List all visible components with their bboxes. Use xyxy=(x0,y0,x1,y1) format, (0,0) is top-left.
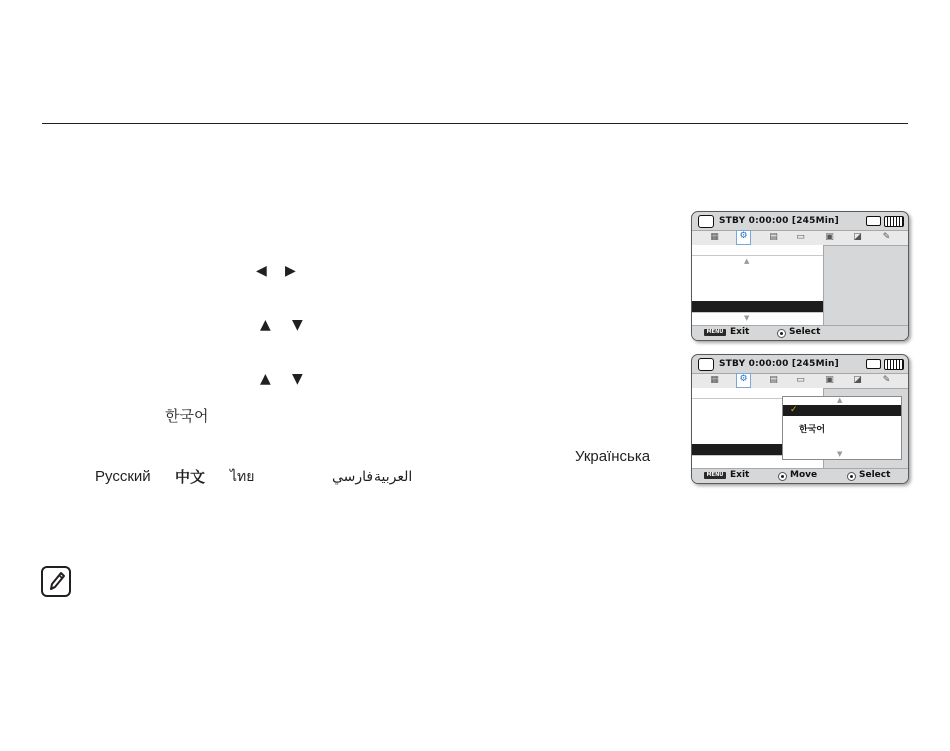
status-text: STBY 0:00:00 [245Min] xyxy=(719,359,839,369)
battery-icon xyxy=(884,359,904,370)
tab-grid-icon[interactable]: ▦ xyxy=(710,375,719,385)
up-arrow-icon: ▲ xyxy=(260,317,271,333)
select-label[interactable]: Select xyxy=(789,327,821,337)
exit-label[interactable]: Exit xyxy=(730,470,750,480)
select-label[interactable]: Select xyxy=(859,470,891,480)
settings-menu-list xyxy=(692,245,824,325)
tab-tools-icon[interactable]: ✎ xyxy=(882,375,891,385)
joystick-icon xyxy=(847,472,856,481)
tab-scene-icon[interactable]: ▤ xyxy=(769,375,778,385)
tab-settings-icon[interactable]: ⚙ xyxy=(736,230,751,245)
language-chinese: 中文 xyxy=(175,468,206,486)
tab-tools-icon[interactable]: ✎ xyxy=(882,232,891,242)
language-thai: ไทย xyxy=(230,469,255,485)
tab-quality-icon[interactable]: ▣ xyxy=(825,232,834,242)
tab-grid-icon[interactable]: ▦ xyxy=(710,232,719,242)
status-bar xyxy=(692,212,908,230)
tab-quality-icon[interactable]: ▣ xyxy=(825,375,834,385)
tape-icon xyxy=(866,216,881,226)
up-arrow-icon-2: ▲ xyxy=(260,371,271,387)
down-arrow-icon-2: ▼ xyxy=(292,371,303,387)
joystick-move-icon xyxy=(778,472,787,481)
joystick-icon xyxy=(777,329,786,338)
exit-label[interactable]: Exit xyxy=(730,327,750,337)
scroll-up-icon[interactable]: ▲ xyxy=(744,257,750,265)
language-popup xyxy=(782,396,902,460)
camera-mode-icon xyxy=(698,215,714,228)
lcd-screen-settings xyxy=(691,211,909,341)
note-pencil-icon xyxy=(41,566,71,597)
tab-settings-icon[interactable]: ⚙ xyxy=(736,373,751,388)
lcd-footer xyxy=(692,325,908,340)
tab-image-icon[interactable]: ◪ xyxy=(853,232,862,242)
status-bar xyxy=(692,355,908,373)
camera-mode-icon xyxy=(698,358,714,371)
down-arrow-icon: ▼ xyxy=(292,317,303,333)
tab-display-icon[interactable]: ▭ xyxy=(796,232,805,242)
lcd-screen-language xyxy=(691,354,909,484)
tape-icon xyxy=(866,359,881,369)
tab-display-icon[interactable]: ▭ xyxy=(796,375,805,385)
menu-key-icon: MENU xyxy=(704,329,726,336)
language-persian: فارسي xyxy=(332,469,374,485)
language-korean: 한국어 xyxy=(165,407,209,425)
language-arabic: العربية xyxy=(374,469,413,485)
move-label[interactable]: Move xyxy=(790,470,818,480)
left-arrow-icon: ◀ xyxy=(256,263,267,279)
scroll-down-icon[interactable]: ▼ xyxy=(744,314,750,322)
right-arrow-icon: ▶ xyxy=(285,263,296,279)
tab-image-icon[interactable]: ◪ xyxy=(853,375,862,385)
scroll-down-icon[interactable]: ▼ xyxy=(837,450,843,458)
header-rule xyxy=(42,123,908,124)
lcd-footer xyxy=(692,468,908,483)
language-russian: Русский xyxy=(95,468,151,485)
menu-item-selected[interactable] xyxy=(692,301,823,312)
menu-key-icon: MENU xyxy=(704,472,726,479)
language-ukrainian: Українська xyxy=(575,448,651,465)
menu-tabs xyxy=(692,230,908,246)
language-option-selected[interactable] xyxy=(783,405,901,416)
battery-icon xyxy=(884,216,904,227)
tab-scene-icon[interactable]: ▤ xyxy=(769,232,778,242)
menu-tabs xyxy=(692,373,908,389)
status-text: STBY 0:00:00 [245Min] xyxy=(719,216,839,226)
language-option-korean[interactable]: 한국어 xyxy=(799,425,826,435)
scroll-up-icon[interactable]: ▲ xyxy=(837,396,843,404)
checkmark-icon: ✓ xyxy=(790,405,798,415)
